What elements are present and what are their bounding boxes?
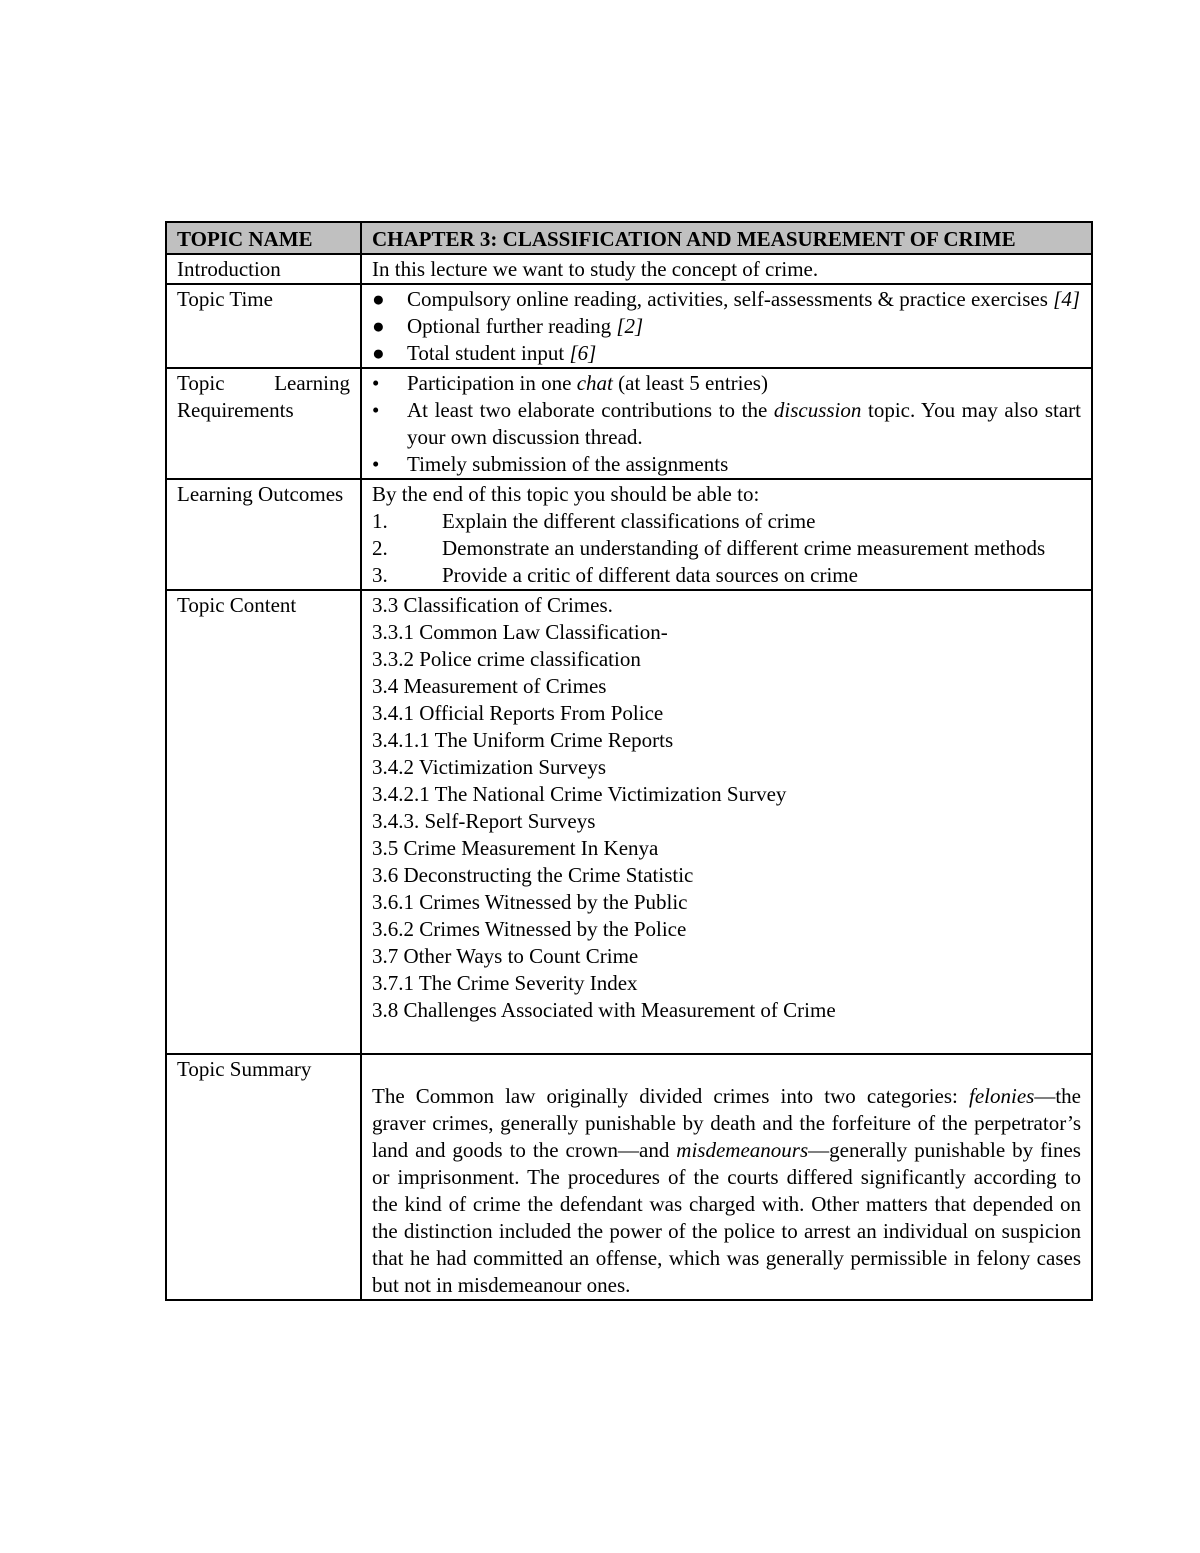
list-item: 3.4.3. Self-Report Surveys [372, 809, 596, 833]
topic-outline-table [165, 221, 1093, 1301]
bullet-icon: • [372, 452, 380, 476]
list-item [372, 397, 1081, 451]
topic-time-label: Topic Time [166, 284, 361, 368]
list-item-number: 1. [372, 509, 388, 533]
list-item: 3.6.2 Crimes Witnessed by the Police [372, 917, 687, 941]
list-item: 3.6 Deconstructing the Crime Statistic [372, 863, 694, 887]
topic-name-label: TOPIC NAME [166, 222, 361, 254]
topic-summary-cell [361, 1054, 1092, 1300]
summary-text: —the graver crimes, generally punishable by death and the forfeiture of the perpetrator’s land and goods to the crown—and [372, 1084, 1081, 1162]
list-item-hours: [2] [616, 314, 644, 338]
list-item: 3.4.2.1 The National Crime Victimization Survey [372, 782, 787, 806]
bullet-icon: • [372, 371, 380, 395]
list-item-text: topic. You may also start your own discussion thread. [407, 398, 1081, 449]
document-page [165, 221, 1093, 1301]
topic-content-cell [361, 590, 1092, 1054]
list-item-hours: [4] [1053, 287, 1081, 311]
list-item-text: At least two elaborate contributions to the [407, 398, 774, 422]
list-item-text: Demonstrate an understanding of different crime measurement methods [442, 536, 1046, 560]
topic-content-label: Topic Content [166, 590, 361, 1054]
list-item-number: 2. [372, 536, 388, 560]
list-item [372, 535, 1081, 562]
summary-emphasis: misdemeanours [676, 1138, 809, 1162]
list-item: 3.4.1 Official Reports From Police [372, 701, 664, 725]
topic-time-list [372, 286, 1081, 367]
learning-outcomes-row [166, 479, 1092, 590]
list-item-text: Provide a critic of different data sources on crime [442, 563, 858, 587]
list-item: 3.7.1 The Crime Severity Index [372, 971, 638, 995]
list-item [372, 340, 1081, 367]
list-item-text: Participation in one [407, 371, 577, 395]
learning-outcomes-list [372, 508, 1081, 589]
learning-outcomes-cell [361, 479, 1092, 590]
topic-content-row [166, 590, 1092, 1054]
topic-summary-label: Topic Summary [166, 1054, 361, 1300]
learning-outcomes-label: Learning Outcomes [166, 479, 361, 590]
list-item [372, 508, 1081, 535]
list-item-text: Compulsory online reading, activities, self-assessments & practice exercises [407, 287, 1054, 311]
list-item [372, 313, 1081, 340]
learning-outcomes-intro: By the end of this topic you should be able to: [372, 482, 760, 506]
bullet-icon: ● [372, 314, 385, 338]
list-item-text: Timely submission of the assignments [407, 452, 729, 476]
bullet-icon: ● [372, 287, 385, 311]
learning-requirements-label: Topic Learning Requirements [166, 368, 361, 479]
list-item-text: (at least 5 entries) [612, 371, 768, 395]
learning-requirements-list [372, 370, 1081, 478]
list-item: 3.6.1 Crimes Witnessed by the Public [372, 890, 688, 914]
introduction-row [166, 254, 1092, 284]
list-item: 3.8 Challenges Associated with Measurement of Crime [372, 998, 836, 1022]
list-item: 3.7 Other Ways to Count Crime [372, 944, 639, 968]
list-item-text: Total student input [407, 341, 570, 365]
list-item-emphasis: chat [576, 371, 613, 395]
topic-time-cell [361, 284, 1092, 368]
list-item-text: Optional further reading [407, 314, 617, 338]
chapter-title: CHAPTER 3: CLASSIFICATION AND MEASUREMENT OF CRIME [361, 222, 1092, 254]
bullet-icon: • [372, 398, 380, 422]
list-item-number: 3. [372, 563, 388, 587]
list-item [372, 562, 1081, 589]
learning-requirements-cell [361, 368, 1092, 479]
list-item: 3.3.2 Police crime classification [372, 647, 641, 671]
table-header-row [166, 222, 1092, 254]
list-item [372, 370, 1081, 397]
list-item: 3.3.1 Common Law Classification- [372, 620, 668, 644]
list-item-hours: [6] [569, 341, 597, 365]
list-item-text: Explain the different classifications of crime [442, 509, 816, 533]
learning-requirements-row [166, 368, 1092, 479]
list-item: 3.4.1.1 The Uniform Crime Reports [372, 728, 674, 752]
summary-text: The Common law originally divided crimes into two categories: [372, 1084, 970, 1108]
list-item: 3.5 Crime Measurement In Kenya [372, 836, 659, 860]
summary-text: —generally punishable by fines or imprisonment. The procedures of the courts differed significantly according to the kind of crime the defendant was charged with. Other matters that depended on the distinction included the power of the police to arrest an individual on suspicion that he had committed an offense, which was generally permissible in felony cases but not in misdemeanour ones. [372, 1138, 1081, 1297]
list-item-emphasis: discussion [773, 398, 862, 422]
bullet-icon: ● [372, 341, 385, 365]
list-item: 3.3 Classification of Crimes. [372, 593, 613, 617]
topic-time-row [166, 284, 1092, 368]
list-item: 3.4.2 Victimization Surveys [372, 755, 606, 779]
introduction-label: Introduction [166, 254, 361, 284]
list-item: 3.4 Measurement of Crimes [372, 674, 607, 698]
list-item [372, 286, 1081, 313]
topic-content-list [372, 592, 1081, 1024]
summary-emphasis: felonies [969, 1084, 1035, 1108]
list-item [372, 451, 1081, 478]
topic-summary-row [166, 1054, 1092, 1300]
introduction-text: In this lecture we want to study the concept of crime. [361, 254, 1092, 284]
